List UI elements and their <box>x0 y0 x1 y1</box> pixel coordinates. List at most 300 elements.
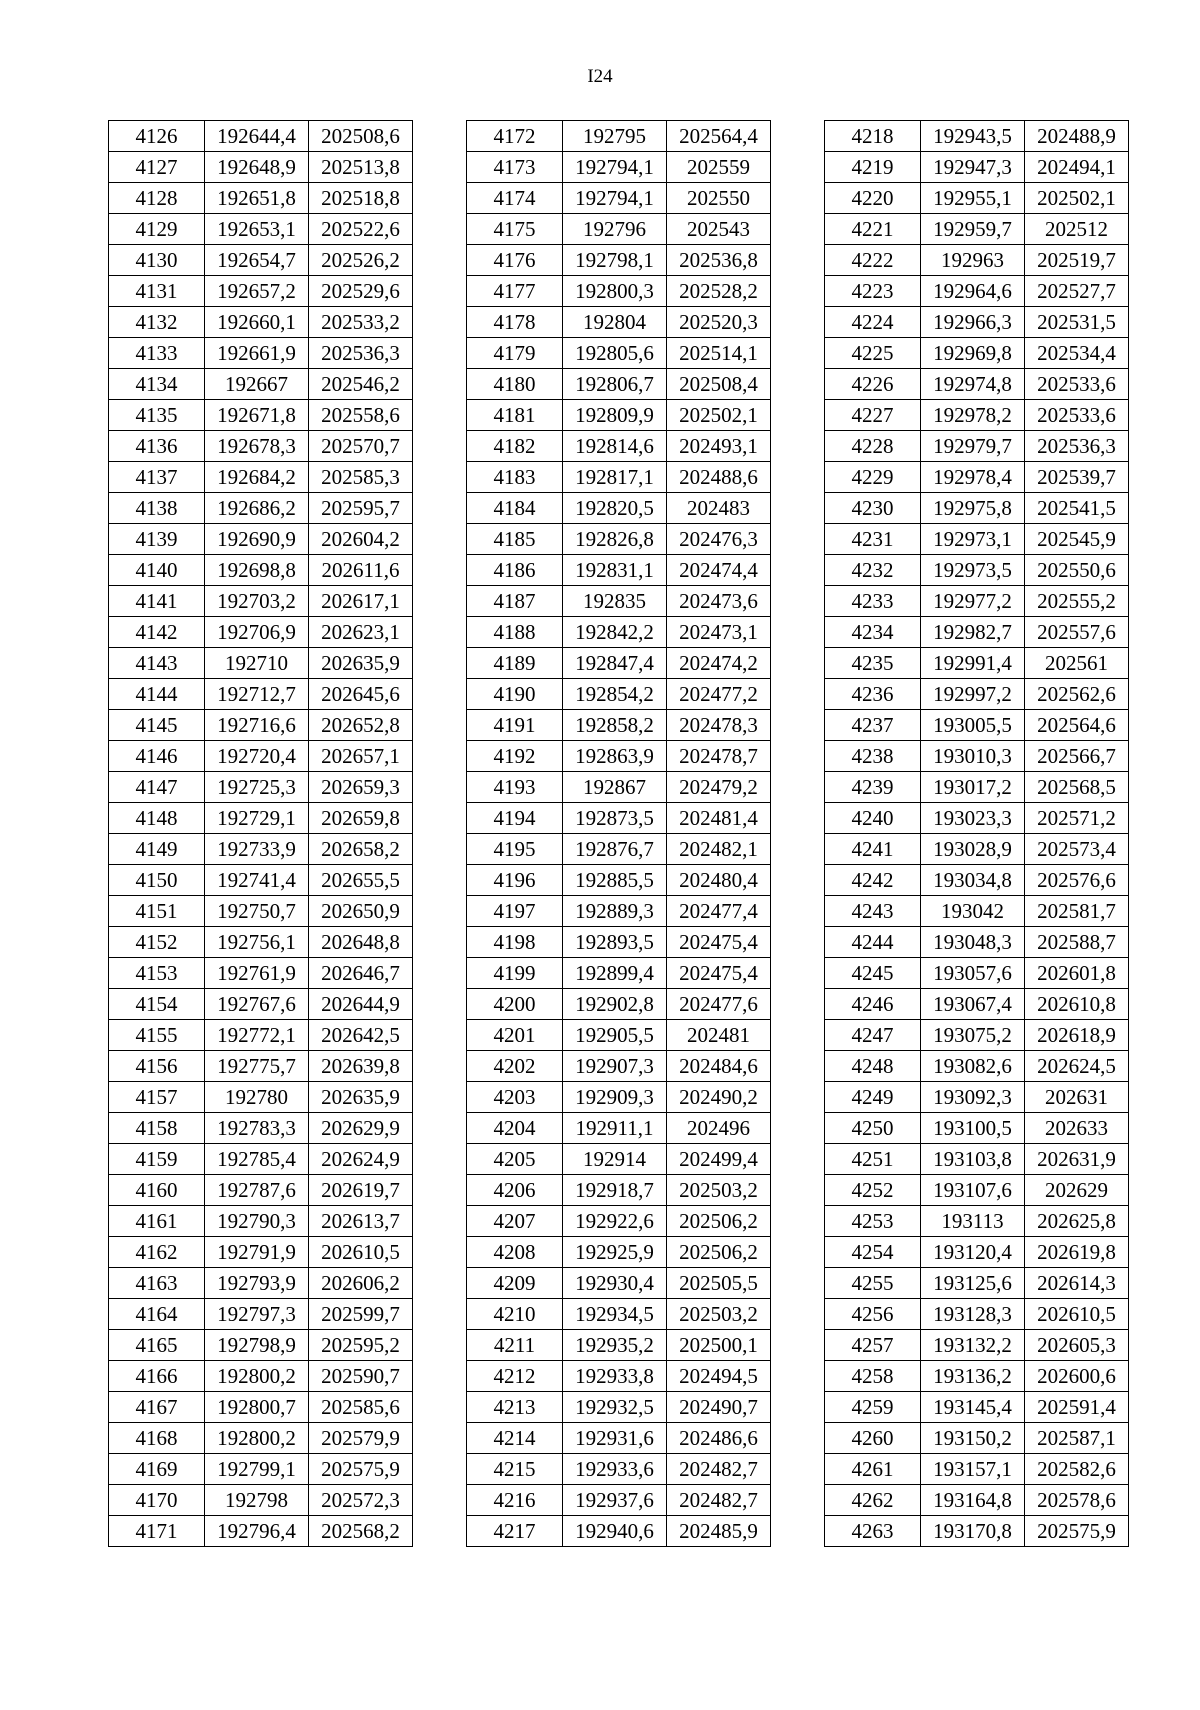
x-coordinate-cell: 192932,5 <box>563 1392 667 1423</box>
y-coordinate-cell: 202650,9 <box>309 896 413 927</box>
point-number-cell: 4194 <box>467 803 563 834</box>
point-number-cell: 4248 <box>825 1051 921 1082</box>
table-row <box>825 865 1129 896</box>
point-number-cell: 4168 <box>109 1423 205 1454</box>
table-row <box>825 648 1129 679</box>
table-row <box>467 1051 771 1082</box>
point-number-cell: 4126 <box>109 121 205 152</box>
y-coordinate-cell: 202610,5 <box>1025 1299 1129 1330</box>
table-row <box>109 1454 413 1485</box>
table-row <box>825 1392 1129 1423</box>
x-coordinate-cell: 193164,8 <box>921 1485 1025 1516</box>
y-coordinate-cell: 202483 <box>667 493 771 524</box>
x-coordinate-cell: 192947,3 <box>921 152 1025 183</box>
x-coordinate-cell: 192690,9 <box>205 524 309 555</box>
table-row <box>109 276 413 307</box>
point-number-cell: 4138 <box>109 493 205 524</box>
point-number-cell: 4254 <box>825 1237 921 1268</box>
table-row <box>467 400 771 431</box>
table-row <box>825 276 1129 307</box>
point-number-cell: 4199 <box>467 958 563 989</box>
point-number-cell: 4144 <box>109 679 205 710</box>
x-coordinate-cell: 193023,3 <box>921 803 1025 834</box>
point-number-cell: 4256 <box>825 1299 921 1330</box>
coordinate-table-1 <box>108 120 413 1547</box>
y-coordinate-cell: 202480,4 <box>667 865 771 896</box>
x-coordinate-cell: 192863,9 <box>563 741 667 772</box>
y-coordinate-cell: 202658,2 <box>309 834 413 865</box>
coordinate-table-2 <box>466 120 771 1547</box>
point-number-cell: 4136 <box>109 431 205 462</box>
point-number-cell: 4228 <box>825 431 921 462</box>
table-row <box>467 586 771 617</box>
point-number-cell: 4193 <box>467 772 563 803</box>
y-coordinate-cell: 202533,2 <box>309 307 413 338</box>
x-coordinate-cell: 193067,4 <box>921 989 1025 1020</box>
table-row <box>109 1423 413 1454</box>
point-number-cell: 4133 <box>109 338 205 369</box>
y-coordinate-cell: 202557,6 <box>1025 617 1129 648</box>
y-coordinate-cell: 202590,7 <box>309 1361 413 1392</box>
table-row <box>109 958 413 989</box>
point-number-cell: 4162 <box>109 1237 205 1268</box>
table-row <box>825 1268 1129 1299</box>
x-coordinate-cell: 192925,9 <box>563 1237 667 1268</box>
point-number-cell: 4251 <box>825 1144 921 1175</box>
table-row <box>825 710 1129 741</box>
point-number-cell: 4161 <box>109 1206 205 1237</box>
x-coordinate-cell: 192750,7 <box>205 896 309 927</box>
x-coordinate-cell: 192772,1 <box>205 1020 309 1051</box>
y-coordinate-cell: 202575,9 <box>309 1454 413 1485</box>
point-number-cell: 4206 <box>467 1175 563 1206</box>
y-coordinate-cell: 202536,3 <box>1025 431 1129 462</box>
table-row <box>109 555 413 586</box>
x-coordinate-cell: 192720,4 <box>205 741 309 772</box>
y-coordinate-cell: 202659,3 <box>309 772 413 803</box>
table-row <box>109 834 413 865</box>
table-row <box>467 1361 771 1392</box>
y-coordinate-cell: 202591,4 <box>1025 1392 1129 1423</box>
y-coordinate-cell: 202659,8 <box>309 803 413 834</box>
y-coordinate-cell: 202533,6 <box>1025 369 1129 400</box>
point-number-cell: 4233 <box>825 586 921 617</box>
y-coordinate-cell: 202514,1 <box>667 338 771 369</box>
x-coordinate-cell: 192933,6 <box>563 1454 667 1485</box>
point-number-cell: 4201 <box>467 1020 563 1051</box>
y-coordinate-cell: 202485,9 <box>667 1516 771 1547</box>
table-row <box>109 617 413 648</box>
y-coordinate-cell: 202506,2 <box>667 1237 771 1268</box>
point-number-cell: 4165 <box>109 1330 205 1361</box>
x-coordinate-cell: 192847,4 <box>563 648 667 679</box>
y-coordinate-cell: 202595,2 <box>309 1330 413 1361</box>
point-number-cell: 4250 <box>825 1113 921 1144</box>
point-number-cell: 4257 <box>825 1330 921 1361</box>
x-coordinate-cell: 192775,7 <box>205 1051 309 1082</box>
x-coordinate-cell: 192907,3 <box>563 1051 667 1082</box>
x-coordinate-cell: 192660,1 <box>205 307 309 338</box>
y-coordinate-cell: 202527,7 <box>1025 276 1129 307</box>
point-number-cell: 4190 <box>467 679 563 710</box>
y-coordinate-cell: 202645,6 <box>309 679 413 710</box>
x-coordinate-cell: 192667 <box>205 369 309 400</box>
y-coordinate-cell: 202631 <box>1025 1082 1129 1113</box>
x-coordinate-cell: 192914 <box>563 1144 667 1175</box>
y-coordinate-cell: 202625,8 <box>1025 1206 1129 1237</box>
point-number-cell: 4152 <box>109 927 205 958</box>
table-row <box>825 1144 1129 1175</box>
x-coordinate-cell: 193145,4 <box>921 1392 1025 1423</box>
y-coordinate-cell: 202526,2 <box>309 245 413 276</box>
x-coordinate-cell: 192657,2 <box>205 276 309 307</box>
point-number-cell: 4226 <box>825 369 921 400</box>
point-number-cell: 4155 <box>109 1020 205 1051</box>
y-coordinate-cell: 202617,1 <box>309 586 413 617</box>
x-coordinate-cell: 192798,9 <box>205 1330 309 1361</box>
table-row <box>467 1392 771 1423</box>
point-number-cell: 4242 <box>825 865 921 896</box>
point-number-cell: 4173 <box>467 152 563 183</box>
y-coordinate-cell: 202529,6 <box>309 276 413 307</box>
y-coordinate-cell: 202476,3 <box>667 524 771 555</box>
table-row <box>109 1516 413 1547</box>
x-coordinate-cell: 192791,9 <box>205 1237 309 1268</box>
table-row <box>109 1175 413 1206</box>
y-coordinate-cell: 202505,5 <box>667 1268 771 1299</box>
y-coordinate-cell: 202484,6 <box>667 1051 771 1082</box>
y-coordinate-cell: 202555,2 <box>1025 586 1129 617</box>
x-coordinate-cell: 192876,7 <box>563 834 667 865</box>
x-coordinate-cell: 192969,8 <box>921 338 1025 369</box>
point-number-cell: 4204 <box>467 1113 563 1144</box>
y-coordinate-cell: 202473,6 <box>667 586 771 617</box>
x-coordinate-cell: 193034,8 <box>921 865 1025 896</box>
x-coordinate-cell: 192964,6 <box>921 276 1025 307</box>
point-number-cell: 4166 <box>109 1361 205 1392</box>
table-row <box>467 989 771 1020</box>
y-coordinate-cell: 202572,3 <box>309 1485 413 1516</box>
point-number-cell: 4222 <box>825 245 921 276</box>
table-row <box>825 338 1129 369</box>
x-coordinate-cell: 192710 <box>205 648 309 679</box>
y-coordinate-cell: 202579,9 <box>309 1423 413 1454</box>
table-row <box>109 586 413 617</box>
table-row <box>467 803 771 834</box>
point-number-cell: 4220 <box>825 183 921 214</box>
point-number-cell: 4207 <box>467 1206 563 1237</box>
x-coordinate-cell: 192654,7 <box>205 245 309 276</box>
y-coordinate-cell: 202639,8 <box>309 1051 413 1082</box>
point-number-cell: 4198 <box>467 927 563 958</box>
table-row <box>109 183 413 214</box>
point-number-cell: 4212 <box>467 1361 563 1392</box>
point-number-cell: 4219 <box>825 152 921 183</box>
point-number-cell: 4210 <box>467 1299 563 1330</box>
y-coordinate-cell: 202550,6 <box>1025 555 1129 586</box>
y-coordinate-cell: 202494,5 <box>667 1361 771 1392</box>
table-row <box>109 462 413 493</box>
x-coordinate-cell: 192733,9 <box>205 834 309 865</box>
point-number-cell: 4176 <box>467 245 563 276</box>
y-coordinate-cell: 202619,8 <box>1025 1237 1129 1268</box>
y-coordinate-cell: 202478,3 <box>667 710 771 741</box>
point-number-cell: 4205 <box>467 1144 563 1175</box>
x-coordinate-cell: 192706,9 <box>205 617 309 648</box>
table-row <box>467 927 771 958</box>
point-number-cell: 4230 <box>825 493 921 524</box>
y-coordinate-cell: 202559 <box>667 152 771 183</box>
y-coordinate-cell: 202635,9 <box>309 1082 413 1113</box>
x-coordinate-cell: 192820,5 <box>563 493 667 524</box>
x-coordinate-cell: 192800,2 <box>205 1361 309 1392</box>
x-coordinate-cell: 193100,5 <box>921 1113 1025 1144</box>
point-number-cell: 4252 <box>825 1175 921 1206</box>
point-number-cell: 4157 <box>109 1082 205 1113</box>
table-row <box>467 1330 771 1361</box>
y-coordinate-cell: 202546,2 <box>309 369 413 400</box>
x-coordinate-cell: 192982,7 <box>921 617 1025 648</box>
point-number-cell: 4221 <box>825 214 921 245</box>
x-coordinate-cell: 192889,3 <box>563 896 667 927</box>
table-row <box>467 524 771 555</box>
y-coordinate-cell: 202655,5 <box>309 865 413 896</box>
y-coordinate-cell: 202613,7 <box>309 1206 413 1237</box>
table-row <box>825 462 1129 493</box>
table-row <box>467 1082 771 1113</box>
point-number-cell: 4225 <box>825 338 921 369</box>
table-row <box>825 214 1129 245</box>
y-coordinate-cell: 202550 <box>667 183 771 214</box>
point-number-cell: 4135 <box>109 400 205 431</box>
table-row <box>467 555 771 586</box>
x-coordinate-cell: 192959,7 <box>921 214 1025 245</box>
x-coordinate-cell: 192716,6 <box>205 710 309 741</box>
table-row <box>825 1175 1129 1206</box>
table-row <box>825 1051 1129 1082</box>
y-coordinate-cell: 202506,2 <box>667 1206 771 1237</box>
point-number-cell: 4189 <box>467 648 563 679</box>
table-row <box>109 1330 413 1361</box>
x-coordinate-cell: 192973,1 <box>921 524 1025 555</box>
x-coordinate-cell: 192794,1 <box>563 152 667 183</box>
table-row <box>825 1516 1129 1547</box>
table-row <box>109 803 413 834</box>
y-coordinate-cell: 202657,1 <box>309 741 413 772</box>
x-coordinate-cell: 193017,2 <box>921 772 1025 803</box>
point-number-cell: 4229 <box>825 462 921 493</box>
table-row <box>109 1361 413 1392</box>
point-number-cell: 4249 <box>825 1082 921 1113</box>
x-coordinate-cell: 192909,3 <box>563 1082 667 1113</box>
y-coordinate-cell: 202513,8 <box>309 152 413 183</box>
y-coordinate-cell: 202503,2 <box>667 1299 771 1330</box>
x-coordinate-cell: 192826,8 <box>563 524 667 555</box>
y-coordinate-cell: 202499,4 <box>667 1144 771 1175</box>
point-number-cell: 4179 <box>467 338 563 369</box>
table-row <box>467 617 771 648</box>
x-coordinate-cell: 192686,2 <box>205 493 309 524</box>
table-row <box>467 1020 771 1051</box>
y-coordinate-cell: 202605,3 <box>1025 1330 1129 1361</box>
table-row <box>109 1392 413 1423</box>
table-row <box>825 896 1129 927</box>
y-coordinate-cell: 202610,8 <box>1025 989 1129 1020</box>
point-number-cell: 4150 <box>109 865 205 896</box>
y-coordinate-cell: 202562,6 <box>1025 679 1129 710</box>
x-coordinate-cell: 192800,2 <box>205 1423 309 1454</box>
point-number-cell: 4127 <box>109 152 205 183</box>
table-row <box>825 741 1129 772</box>
x-coordinate-cell: 193042 <box>921 896 1025 927</box>
point-number-cell: 4263 <box>825 1516 921 1547</box>
table-row <box>467 1299 771 1330</box>
y-coordinate-cell: 202570,7 <box>309 431 413 462</box>
table-row <box>467 152 771 183</box>
table-row <box>109 772 413 803</box>
table-row <box>109 338 413 369</box>
point-number-cell: 4258 <box>825 1361 921 1392</box>
y-coordinate-cell: 202635,9 <box>309 648 413 679</box>
table-row <box>467 865 771 896</box>
point-number-cell: 4236 <box>825 679 921 710</box>
point-number-cell: 4245 <box>825 958 921 989</box>
x-coordinate-cell: 192974,8 <box>921 369 1025 400</box>
point-number-cell: 4216 <box>467 1485 563 1516</box>
table-row <box>467 462 771 493</box>
table-row <box>825 586 1129 617</box>
table-row <box>825 400 1129 431</box>
x-coordinate-cell: 192911,1 <box>563 1113 667 1144</box>
table-row <box>467 369 771 400</box>
point-number-cell: 4184 <box>467 493 563 524</box>
point-number-cell: 4217 <box>467 1516 563 1547</box>
table-row <box>109 927 413 958</box>
y-coordinate-cell: 202477,4 <box>667 896 771 927</box>
y-coordinate-cell: 202490,7 <box>667 1392 771 1423</box>
y-coordinate-cell: 202536,3 <box>309 338 413 369</box>
table-row <box>467 121 771 152</box>
y-coordinate-cell: 202545,9 <box>1025 524 1129 555</box>
point-number-cell: 4148 <box>109 803 205 834</box>
table-row <box>825 1082 1129 1113</box>
y-coordinate-cell: 202481 <box>667 1020 771 1051</box>
point-number-cell: 4186 <box>467 555 563 586</box>
y-coordinate-cell: 202473,1 <box>667 617 771 648</box>
x-coordinate-cell: 192661,9 <box>205 338 309 369</box>
x-coordinate-cell: 193128,3 <box>921 1299 1025 1330</box>
x-coordinate-cell: 192799,1 <box>205 1454 309 1485</box>
table-row <box>109 741 413 772</box>
x-coordinate-cell: 193107,6 <box>921 1175 1025 1206</box>
y-coordinate-cell: 202648,8 <box>309 927 413 958</box>
y-coordinate-cell: 202512 <box>1025 214 1129 245</box>
y-coordinate-cell: 202502,1 <box>1025 183 1129 214</box>
y-coordinate-cell: 202508,6 <box>309 121 413 152</box>
point-number-cell: 4145 <box>109 710 205 741</box>
table-row <box>109 1113 413 1144</box>
y-coordinate-cell: 202587,1 <box>1025 1423 1129 1454</box>
x-coordinate-cell: 192794,1 <box>563 183 667 214</box>
table-row <box>109 710 413 741</box>
y-coordinate-cell: 202561 <box>1025 648 1129 679</box>
x-coordinate-cell: 193113 <box>921 1206 1025 1237</box>
y-coordinate-cell: 202490,2 <box>667 1082 771 1113</box>
y-coordinate-cell: 202652,8 <box>309 710 413 741</box>
x-coordinate-cell: 193092,3 <box>921 1082 1025 1113</box>
point-number-cell: 4140 <box>109 555 205 586</box>
y-coordinate-cell: 202531,5 <box>1025 307 1129 338</box>
x-coordinate-cell: 192648,9 <box>205 152 309 183</box>
y-coordinate-cell: 202493,1 <box>667 431 771 462</box>
x-coordinate-cell: 192963 <box>921 245 1025 276</box>
x-coordinate-cell: 192902,8 <box>563 989 667 1020</box>
y-coordinate-cell: 202611,6 <box>309 555 413 586</box>
y-coordinate-cell: 202500,1 <box>667 1330 771 1361</box>
x-coordinate-cell: 192937,6 <box>563 1485 667 1516</box>
point-number-cell: 4238 <box>825 741 921 772</box>
x-coordinate-cell: 192975,8 <box>921 493 1025 524</box>
x-coordinate-cell: 192790,3 <box>205 1206 309 1237</box>
point-number-cell: 4237 <box>825 710 921 741</box>
table-row <box>109 121 413 152</box>
table-row <box>825 1237 1129 1268</box>
point-number-cell: 4142 <box>109 617 205 648</box>
table-row <box>467 1206 771 1237</box>
x-coordinate-cell: 192678,3 <box>205 431 309 462</box>
y-coordinate-cell: 202488,6 <box>667 462 771 493</box>
point-number-cell: 4182 <box>467 431 563 462</box>
x-coordinate-cell: 192935,2 <box>563 1330 667 1361</box>
y-coordinate-cell: 202601,8 <box>1025 958 1129 989</box>
x-coordinate-cell: 192930,4 <box>563 1268 667 1299</box>
point-number-cell: 4255 <box>825 1268 921 1299</box>
y-coordinate-cell: 202618,9 <box>1025 1020 1129 1051</box>
x-coordinate-cell: 192933,8 <box>563 1361 667 1392</box>
table-row <box>825 1454 1129 1485</box>
table-row <box>109 431 413 462</box>
point-number-cell: 4195 <box>467 834 563 865</box>
x-coordinate-cell: 192671,8 <box>205 400 309 431</box>
point-number-cell: 4192 <box>467 741 563 772</box>
y-coordinate-cell: 202503,2 <box>667 1175 771 1206</box>
y-coordinate-cell: 202642,5 <box>309 1020 413 1051</box>
table-row <box>109 307 413 338</box>
y-coordinate-cell: 202566,7 <box>1025 741 1129 772</box>
y-coordinate-cell: 202494,1 <box>1025 152 1129 183</box>
point-number-cell: 4239 <box>825 772 921 803</box>
table-row <box>825 1206 1129 1237</box>
x-coordinate-cell: 193005,5 <box>921 710 1025 741</box>
table-row <box>825 1423 1129 1454</box>
point-number-cell: 4128 <box>109 183 205 214</box>
y-coordinate-cell: 202578,6 <box>1025 1485 1129 1516</box>
table-row <box>467 1423 771 1454</box>
table-row <box>467 1237 771 1268</box>
point-number-cell: 4154 <box>109 989 205 1020</box>
y-coordinate-cell: 202539,7 <box>1025 462 1129 493</box>
x-coordinate-cell: 192653,1 <box>205 214 309 245</box>
table-row <box>825 183 1129 214</box>
point-number-cell: 4170 <box>109 1485 205 1516</box>
point-number-cell: 4196 <box>467 865 563 896</box>
x-coordinate-cell: 192712,7 <box>205 679 309 710</box>
x-coordinate-cell: 192858,2 <box>563 710 667 741</box>
x-coordinate-cell: 192817,1 <box>563 462 667 493</box>
point-number-cell: 4132 <box>109 307 205 338</box>
y-coordinate-cell: 202631,9 <box>1025 1144 1129 1175</box>
x-coordinate-cell: 192785,4 <box>205 1144 309 1175</box>
